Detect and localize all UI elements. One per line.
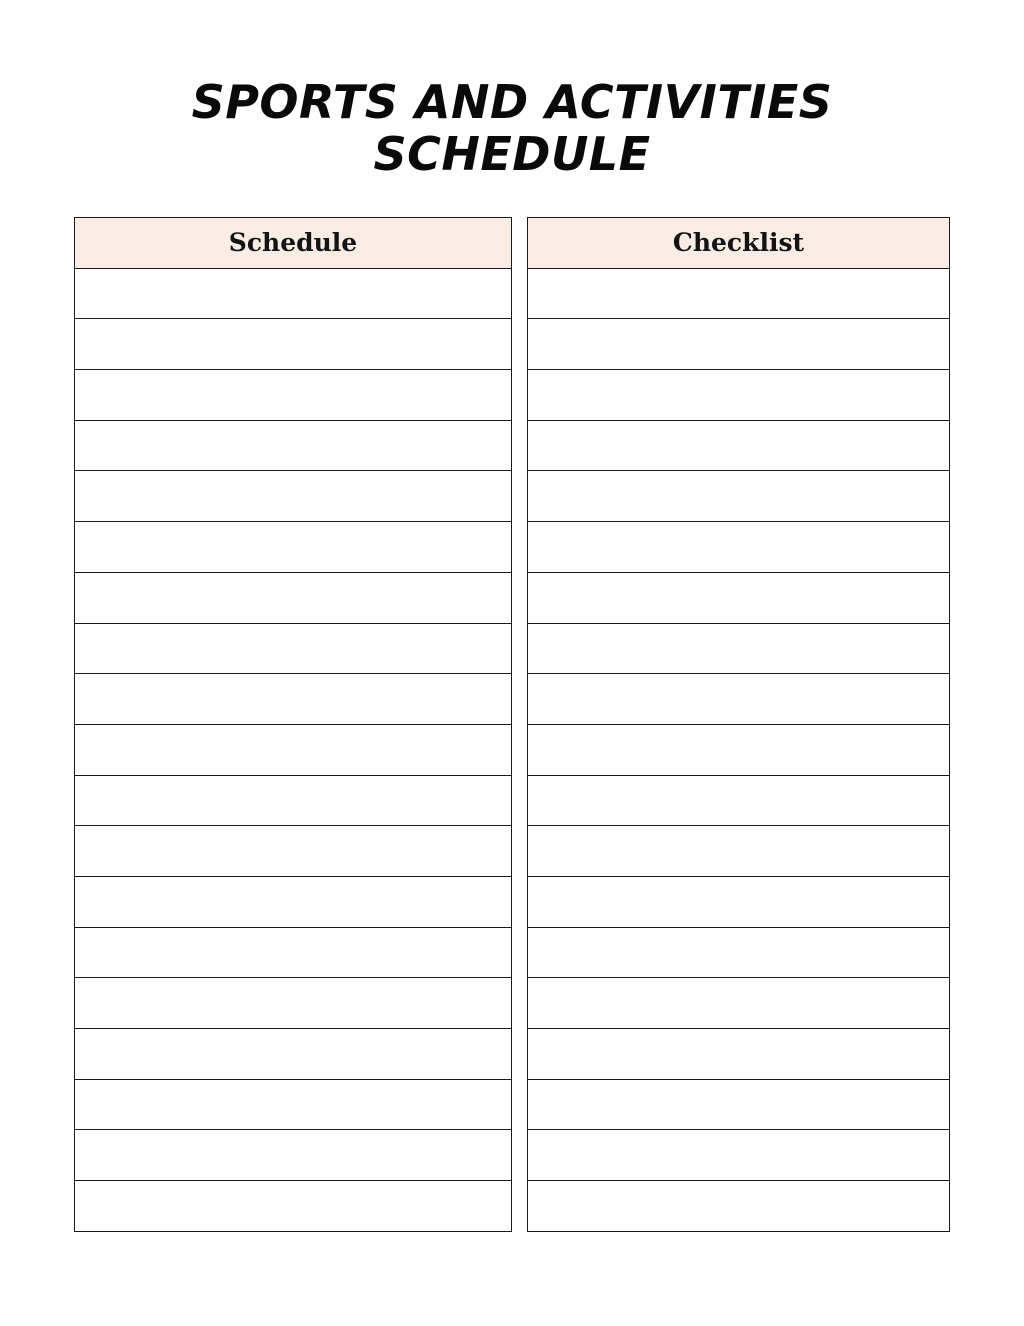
checklist-entry-cell[interactable] — [528, 775, 950, 826]
checklist-entry-cell[interactable] — [528, 927, 950, 978]
checklist-row — [528, 775, 950, 826]
page-title — [0, 76, 1024, 180]
checklist-entry-cell[interactable] — [528, 268, 950, 319]
checklist-row — [528, 471, 950, 522]
schedule-entry-cell[interactable] — [75, 522, 512, 573]
schedule-row — [75, 978, 512, 1029]
schedule-entry-cell[interactable] — [75, 268, 512, 319]
schedule-row — [75, 471, 512, 522]
checklist-table — [527, 217, 950, 1232]
schedule-entry-cell[interactable] — [75, 420, 512, 471]
checklist-row — [528, 978, 950, 1029]
checklist-row — [528, 876, 950, 927]
schedule-entry-cell[interactable] — [75, 978, 512, 1029]
checklist-entry-cell[interactable] — [528, 724, 950, 775]
schedule-header-row — [75, 218, 512, 269]
page-title-line-2: SCHEDULE — [373, 127, 651, 181]
checklist-row — [528, 420, 950, 471]
checklist-entry-cell[interactable] — [528, 572, 950, 623]
schedule-row — [75, 268, 512, 319]
schedule-entry-cell[interactable] — [75, 1130, 512, 1181]
schedule-entry-cell[interactable] — [75, 370, 512, 421]
schedule-row — [75, 724, 512, 775]
checklist-entry-cell[interactable] — [528, 471, 950, 522]
checklist-row — [528, 927, 950, 978]
schedule-row — [75, 420, 512, 471]
schedule-row — [75, 927, 512, 978]
schedule-entry-cell[interactable] — [75, 724, 512, 775]
schedule-entry-cell[interactable] — [75, 1079, 512, 1130]
checklist-entry-cell[interactable] — [528, 1181, 950, 1232]
checklist-row — [528, 572, 950, 623]
page-title-line-1: SPORTS AND ACTIVITIES — [191, 75, 833, 129]
schedule-entry-cell[interactable] — [75, 1029, 512, 1080]
schedule-row — [75, 572, 512, 623]
checklist-column-header: Checklist — [528, 218, 950, 269]
schedule-row — [75, 623, 512, 674]
checklist-entry-cell[interactable] — [528, 370, 950, 421]
schedule-rows — [75, 268, 512, 1231]
checklist-header-row — [528, 218, 950, 269]
schedule-row — [75, 674, 512, 725]
schedule-entry-cell[interactable] — [75, 826, 512, 877]
checklist-entry-cell[interactable] — [528, 674, 950, 725]
schedule-entry-cell[interactable] — [75, 876, 512, 927]
checklist-row — [528, 370, 950, 421]
schedule-row — [75, 876, 512, 927]
schedule-column-header: Schedule — [75, 218, 512, 269]
checklist-row — [528, 522, 950, 573]
schedule-row — [75, 775, 512, 826]
checklist-entry-cell[interactable] — [528, 1130, 950, 1181]
schedule-row — [75, 1029, 512, 1080]
checklist-entry-cell[interactable] — [528, 319, 950, 370]
schedule-row — [75, 1181, 512, 1232]
checklist-entry-cell[interactable] — [528, 978, 950, 1029]
schedule-row — [75, 1130, 512, 1181]
checklist-row — [528, 268, 950, 319]
checklist-row — [528, 674, 950, 725]
checklist-row — [528, 319, 950, 370]
schedule-entry-cell[interactable] — [75, 572, 512, 623]
checklist-entry-cell[interactable] — [528, 1079, 950, 1130]
checklist-rows — [528, 268, 950, 1231]
checklist-row — [528, 1079, 950, 1130]
schedule-row — [75, 826, 512, 877]
schedule-entry-cell[interactable] — [75, 319, 512, 370]
schedule-entry-cell[interactable] — [75, 927, 512, 978]
checklist-row — [528, 623, 950, 674]
schedule-row — [75, 522, 512, 573]
schedule-row — [75, 319, 512, 370]
checklist-entry-cell[interactable] — [528, 876, 950, 927]
checklist-entry-cell[interactable] — [528, 420, 950, 471]
schedule-table — [74, 217, 512, 1232]
schedule-entry-cell[interactable] — [75, 471, 512, 522]
checklist-row — [528, 1130, 950, 1181]
checklist-entry-cell[interactable] — [528, 522, 950, 573]
schedule-entry-cell[interactable] — [75, 623, 512, 674]
checklist-row — [528, 724, 950, 775]
checklist-entry-cell[interactable] — [528, 1029, 950, 1080]
checklist-entry-cell[interactable] — [528, 623, 950, 674]
schedule-entry-cell[interactable] — [75, 775, 512, 826]
schedule-entry-cell[interactable] — [75, 1181, 512, 1232]
schedule-row — [75, 1079, 512, 1130]
schedule-entry-cell[interactable] — [75, 674, 512, 725]
checklist-entry-cell[interactable] — [528, 826, 950, 877]
checklist-row — [528, 1181, 950, 1232]
checklist-row — [528, 826, 950, 877]
checklist-row — [528, 1029, 950, 1080]
schedule-row — [75, 370, 512, 421]
